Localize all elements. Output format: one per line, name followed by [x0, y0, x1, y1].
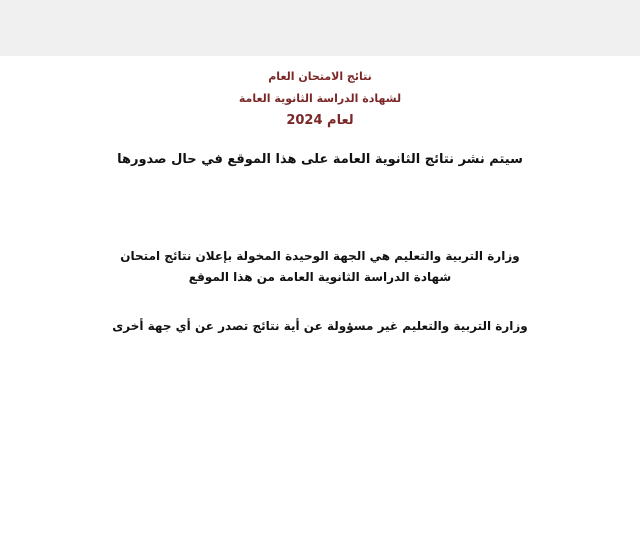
top-bar	[0, 0, 640, 56]
header-year: لعام 2024	[286, 113, 354, 128]
authority-notice-line-2: شهادة الدراسة الثانوية العامة من هذا الموقع	[188, 270, 452, 284]
results-header	[0, 66, 640, 132]
disclaimer-notice: وزارة التربية والتعليم غير مسؤولة عن أية نتائج تصدر عن أي جهة أخرى	[112, 319, 528, 333]
header-title: نتائج الامتحان العام	[268, 70, 372, 83]
authority-notice-line-1: وزارة التربية والتعليم هي الجهة الوحيدة المخولة بإعلان نتائج امتحان	[120, 249, 520, 263]
header-subtitle: لشهادة الدراسة الثانوية العامة	[238, 92, 402, 105]
publication-announcement: سيتم نشر نتائج الثانوية العامة على هذا الموقع في حال صدورها	[117, 152, 523, 167]
page-content	[0, 56, 640, 555]
authority-notice	[0, 246, 640, 288]
